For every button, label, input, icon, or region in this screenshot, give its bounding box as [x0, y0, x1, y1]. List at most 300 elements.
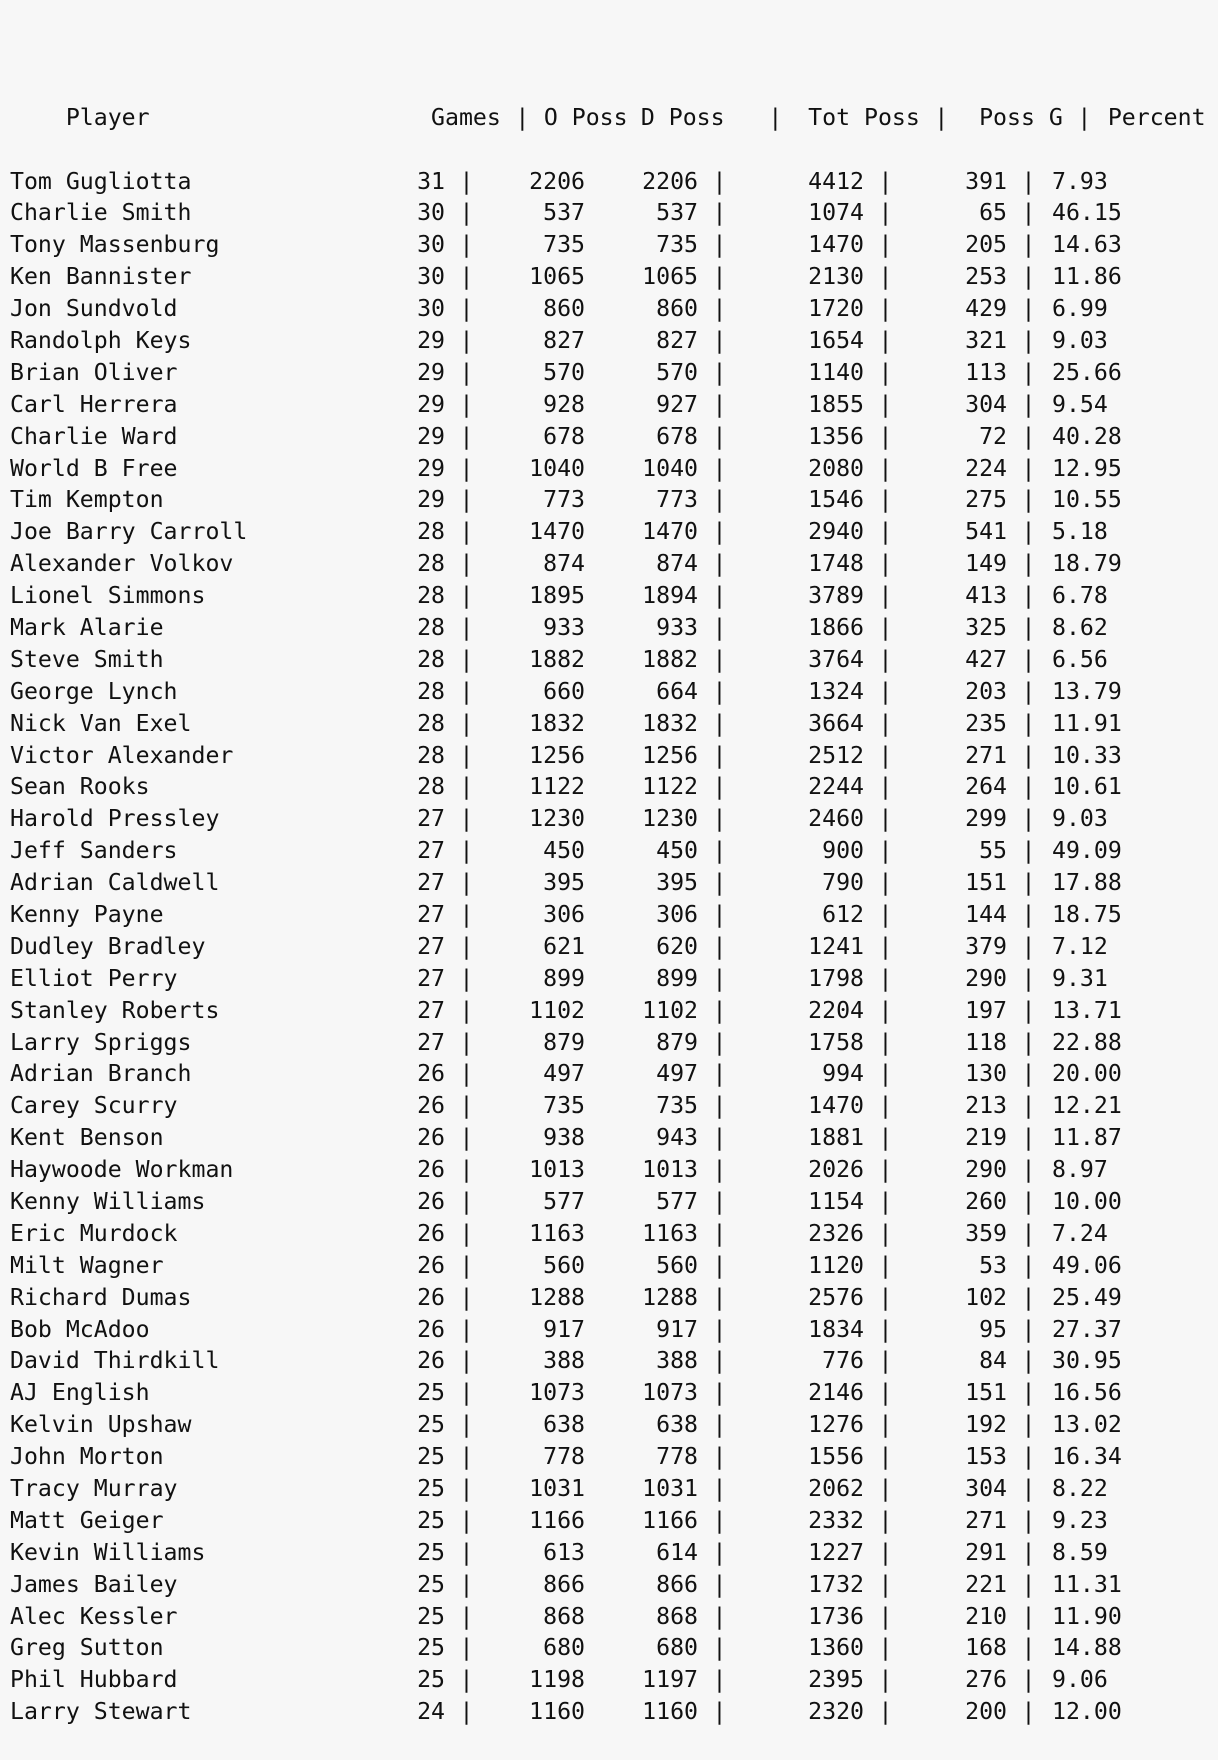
cell-o-poss: 735: [543, 231, 585, 259]
cell-o-poss: 1882: [529, 645, 585, 673]
table-row: [10, 1696, 1218, 1728]
cell-d-poss: 1894: [642, 582, 698, 610]
column-separator: |: [1021, 1666, 1036, 1694]
cell-percent: 12.00: [1052, 1698, 1122, 1726]
cell-games: 30: [417, 263, 445, 291]
cell-d-poss: 773: [656, 486, 698, 514]
column-separator: |: [878, 1251, 893, 1279]
cell-tot-poss: 1556: [808, 1443, 864, 1471]
cell-d-poss: 868: [656, 1602, 698, 1630]
column-separator: |: [1021, 326, 1036, 354]
cell-poss-g: 95: [979, 1315, 1007, 1343]
column-separator: |: [878, 199, 893, 227]
cell-poss-g: 413: [965, 582, 1007, 610]
cell-poss-g: 290: [965, 964, 1007, 992]
column-separator: |: [1077, 103, 1092, 131]
cell-poss-g: 429: [965, 295, 1007, 323]
column-separator: |: [878, 1634, 893, 1662]
column-separator: |: [1021, 1602, 1036, 1630]
cell-o-poss: 450: [543, 837, 585, 865]
cell-games: 29: [417, 326, 445, 354]
column-separator: |: [1021, 645, 1036, 673]
cell-games: 26: [417, 1156, 445, 1184]
column-separator: |: [1021, 1251, 1036, 1279]
column-separator: |: [712, 1666, 727, 1694]
cell-player: Steve Smith: [10, 645, 164, 673]
cell-tot-poss: 1140: [808, 358, 864, 386]
cell-games: 26: [417, 1219, 445, 1247]
cell-tot-poss: 1834: [808, 1315, 864, 1343]
column-separator: |: [1021, 837, 1036, 865]
table-row: [10, 835, 1218, 867]
cell-o-poss: 778: [543, 1443, 585, 1471]
cell-o-poss: 868: [543, 1602, 585, 1630]
cell-tot-poss: 1866: [808, 613, 864, 641]
cell-games: 26: [417, 1251, 445, 1279]
cell-player: Greg Sutton: [10, 1634, 164, 1662]
cell-poss-g: 304: [965, 1475, 1007, 1503]
cell-poss-g: 275: [965, 486, 1007, 514]
cell-games: 26: [417, 1060, 445, 1088]
column-separator: |: [1021, 1092, 1036, 1120]
cell-player: Kent Benson: [10, 1124, 164, 1152]
cell-o-poss: 899: [543, 964, 585, 992]
column-separator: |: [878, 1283, 893, 1311]
cell-d-poss: 866: [656, 1570, 698, 1598]
column-separator: |: [1021, 1028, 1036, 1056]
table-row: [10, 1122, 1218, 1154]
cell-o-poss: 638: [543, 1411, 585, 1439]
column-separator: |: [1021, 1475, 1036, 1503]
cell-percent: 25.49: [1052, 1283, 1122, 1311]
cell-poss-g: 53: [979, 1251, 1007, 1279]
column-separator: |: [878, 263, 893, 291]
table-header-row: [10, 70, 1218, 131]
cell-player: Alec Kessler: [10, 1602, 178, 1630]
column-separator: |: [1021, 454, 1036, 482]
cell-poss-g: 200: [965, 1698, 1007, 1726]
column-separator: |: [1021, 1060, 1036, 1088]
cell-games: 25: [417, 1475, 445, 1503]
cell-tot-poss: 2332: [808, 1506, 864, 1534]
cell-poss-g: 290: [965, 1156, 1007, 1184]
column-separator: |: [459, 231, 474, 259]
cell-percent: 5.18: [1052, 518, 1108, 546]
column-separator: |: [878, 390, 893, 418]
cell-percent: 40.28: [1052, 422, 1122, 450]
table-row: [10, 644, 1218, 676]
cell-tot-poss: 1324: [808, 677, 864, 705]
cell-poss-g: 359: [965, 1219, 1007, 1247]
column-separator: |: [1021, 167, 1036, 195]
column-separator: |: [878, 358, 893, 386]
cell-player: Randolph Keys: [10, 326, 192, 354]
column-separator: |: [515, 103, 530, 131]
column-separator: |: [1021, 1570, 1036, 1598]
header-poss-g: Poss G: [979, 103, 1063, 131]
column-separator: |: [1021, 1188, 1036, 1216]
cell-tot-poss: 2395: [808, 1666, 864, 1694]
cell-percent: 7.12: [1052, 932, 1108, 960]
cell-poss-g: 55: [979, 837, 1007, 865]
cell-tot-poss: 3664: [808, 709, 864, 737]
cell-tot-poss: 2576: [808, 1283, 864, 1311]
cell-games: 26: [417, 1188, 445, 1216]
cell-d-poss: 680: [656, 1634, 698, 1662]
cell-d-poss: 1832: [642, 709, 698, 737]
cell-tot-poss: 3764: [808, 645, 864, 673]
cell-d-poss: 664: [656, 677, 698, 705]
cell-poss-g: 113: [965, 358, 1007, 386]
cell-tot-poss: 994: [822, 1060, 864, 1088]
cell-player: Kenny Williams: [10, 1188, 206, 1216]
table-row: [10, 899, 1218, 931]
table-row: [10, 995, 1218, 1027]
column-separator: |: [459, 358, 474, 386]
column-separator: |: [459, 454, 474, 482]
cell-player: Sean Rooks: [10, 773, 150, 801]
cell-o-poss: 917: [543, 1315, 585, 1343]
cell-tot-poss: 1276: [808, 1411, 864, 1439]
cell-o-poss: 1230: [529, 805, 585, 833]
column-separator: |: [712, 1475, 727, 1503]
column-separator: |: [878, 837, 893, 865]
column-separator: |: [1021, 518, 1036, 546]
cell-games: 26: [417, 1283, 445, 1311]
cell-poss-g: 84: [979, 1347, 1007, 1375]
column-separator: |: [1021, 677, 1036, 705]
table-row: [10, 803, 1218, 835]
cell-o-poss: 570: [543, 358, 585, 386]
cell-player: Carl Herrera: [10, 390, 178, 418]
cell-tot-poss: 1470: [808, 1092, 864, 1120]
column-separator: |: [712, 582, 727, 610]
cell-tot-poss: 2026: [808, 1156, 864, 1184]
column-separator: |: [712, 1124, 727, 1152]
column-separator: |: [878, 1506, 893, 1534]
cell-tot-poss: 4412: [808, 167, 864, 195]
table-row: [10, 708, 1218, 740]
table-row: [10, 1569, 1218, 1601]
column-separator: |: [1021, 263, 1036, 291]
table-row: [10, 421, 1218, 453]
table-row: [10, 771, 1218, 803]
column-separator: |: [712, 613, 727, 641]
header-o-poss: O Poss: [543, 103, 628, 131]
column-separator: |: [459, 295, 474, 323]
cell-poss-g: 151: [965, 869, 1007, 897]
cell-tot-poss: 1546: [808, 486, 864, 514]
column-separator: |: [459, 1475, 474, 1503]
table-row: [10, 580, 1218, 612]
column-separator: |: [878, 1092, 893, 1120]
table-row: [10, 1027, 1218, 1059]
cell-percent: 9.06: [1052, 1666, 1108, 1694]
cell-player: David Thirdkill: [10, 1347, 220, 1375]
column-separator: |: [712, 1156, 727, 1184]
column-separator: |: [712, 358, 727, 386]
cell-d-poss: 537: [656, 199, 698, 227]
cell-poss-g: 72: [979, 422, 1007, 450]
column-separator: |: [878, 1602, 893, 1630]
cell-poss-g: 130: [965, 1060, 1007, 1088]
cell-percent: 8.97: [1052, 1156, 1108, 1184]
column-separator: |: [878, 1475, 893, 1503]
cell-o-poss: 1832: [529, 709, 585, 737]
cell-d-poss: 678: [656, 422, 698, 450]
cell-d-poss: 577: [656, 1188, 698, 1216]
cell-tot-poss: 900: [822, 837, 864, 865]
column-separator: |: [1021, 996, 1036, 1024]
cell-d-poss: 1163: [642, 1219, 698, 1247]
column-separator: |: [459, 677, 474, 705]
cell-percent: 6.99: [1052, 295, 1108, 323]
cell-games: 28: [417, 518, 445, 546]
table-row: [10, 676, 1218, 708]
cell-poss-g: 235: [965, 709, 1007, 737]
cell-d-poss: 874: [656, 550, 698, 578]
column-separator: |: [459, 1188, 474, 1216]
cell-tot-poss: 2244: [808, 773, 864, 801]
cell-o-poss: 827: [543, 326, 585, 354]
cell-player: AJ English: [10, 1379, 150, 1407]
cell-tot-poss: 2062: [808, 1475, 864, 1503]
cell-games: 28: [417, 582, 445, 610]
cell-poss-g: 151: [965, 1379, 1007, 1407]
column-separator: |: [712, 677, 727, 705]
column-separator: |: [459, 1092, 474, 1120]
column-separator: |: [878, 645, 893, 673]
table-row: [10, 1441, 1218, 1473]
table-row: [10, 1377, 1218, 1409]
column-separator: |: [878, 1411, 893, 1439]
cell-tot-poss: 3789: [808, 582, 864, 610]
column-separator: |: [459, 773, 474, 801]
cell-tot-poss: 2940: [808, 518, 864, 546]
cell-percent: 8.62: [1052, 613, 1108, 641]
table-row: [10, 389, 1218, 421]
cell-percent: 9.31: [1052, 964, 1108, 992]
cell-tot-poss: 1654: [808, 326, 864, 354]
cell-games: 29: [417, 486, 445, 514]
column-separator: |: [1021, 231, 1036, 259]
cell-games: 25: [417, 1411, 445, 1439]
column-separator: |: [878, 1570, 893, 1598]
cell-games: 28: [417, 613, 445, 641]
column-separator: |: [878, 1028, 893, 1056]
column-separator: |: [712, 964, 727, 992]
cell-games: 27: [417, 932, 445, 960]
table-row: [10, 1058, 1218, 1090]
column-separator: |: [712, 1411, 727, 1439]
cell-tot-poss: 2512: [808, 741, 864, 769]
cell-d-poss: 943: [656, 1124, 698, 1152]
cell-games: 25: [417, 1443, 445, 1471]
cell-poss-g: 203: [965, 677, 1007, 705]
cell-percent: 6.56: [1052, 645, 1108, 673]
cell-player: Ken Bannister: [10, 263, 192, 291]
table-row: [10, 1632, 1218, 1664]
cell-games: 29: [417, 358, 445, 386]
cell-o-poss: 2206: [529, 167, 585, 195]
cell-percent: 9.03: [1052, 805, 1108, 833]
cell-percent: 9.23: [1052, 1506, 1108, 1534]
table-row: [10, 1601, 1218, 1633]
cell-games: 25: [417, 1634, 445, 1662]
cell-d-poss: 388: [656, 1347, 698, 1375]
table-row: [10, 1505, 1218, 1537]
cell-d-poss: 1166: [642, 1506, 698, 1534]
table-row: [10, 931, 1218, 963]
cell-games: 29: [417, 454, 445, 482]
cell-player: Eric Murdock: [10, 1219, 178, 1247]
column-separator: |: [459, 709, 474, 737]
cell-o-poss: 395: [543, 869, 585, 897]
column-separator: |: [459, 1570, 474, 1598]
table-row: [10, 1250, 1218, 1282]
cell-games: 29: [417, 390, 445, 418]
column-separator: |: [1021, 1538, 1036, 1566]
column-separator: |: [459, 1060, 474, 1088]
cell-o-poss: 306: [543, 901, 585, 928]
cell-player: Charlie Smith: [10, 199, 192, 227]
cell-o-poss: 1102: [529, 996, 585, 1024]
column-separator: |: [459, 1251, 474, 1279]
column-separator: |: [1021, 1315, 1036, 1343]
column-separator: |: [712, 1443, 727, 1471]
cell-player: Brian Oliver: [10, 358, 178, 386]
column-separator: |: [1021, 1698, 1036, 1726]
column-separator: |: [459, 996, 474, 1024]
cell-tot-poss: 790: [822, 869, 864, 897]
column-separator: |: [712, 550, 727, 578]
column-separator: |: [878, 582, 893, 610]
cell-player: Kenny Payne: [10, 901, 164, 928]
cell-percent: 7.93: [1052, 167, 1108, 195]
cell-tot-poss: 2146: [808, 1379, 864, 1407]
cell-o-poss: 860: [543, 295, 585, 323]
column-separator: |: [878, 1698, 893, 1726]
cell-player: Phil Hubbard: [10, 1666, 178, 1694]
cell-percent: 30.95: [1052, 1347, 1122, 1375]
cell-poss-g: 213: [965, 1092, 1007, 1120]
cell-o-poss: 1160: [529, 1698, 585, 1726]
column-separator: |: [1021, 358, 1036, 386]
cell-percent: 12.21: [1052, 1092, 1122, 1120]
cell-games: 26: [417, 1092, 445, 1120]
column-separator: |: [459, 390, 474, 418]
cell-tot-poss: 1732: [808, 1570, 864, 1598]
table-row: [10, 1345, 1218, 1377]
column-separator: |: [459, 1124, 474, 1152]
table-row: [10, 229, 1218, 261]
column-separator: |: [459, 1379, 474, 1407]
cell-d-poss: 827: [656, 326, 698, 354]
cell-percent: 20.00: [1052, 1060, 1122, 1088]
column-separator: |: [878, 741, 893, 769]
column-separator: |: [1021, 486, 1036, 514]
cell-games: 27: [417, 1028, 445, 1056]
cell-poss-g: 299: [965, 805, 1007, 833]
cell-o-poss: 1073: [529, 1379, 585, 1407]
cell-player: James Bailey: [10, 1570, 178, 1598]
cell-d-poss: 638: [656, 1411, 698, 1439]
cell-player: Bob McAdoo: [10, 1315, 150, 1343]
table-row: [10, 1154, 1218, 1186]
column-separator: |: [1021, 805, 1036, 833]
cell-o-poss: 938: [543, 1124, 585, 1152]
cell-player: Jon Sundvold: [10, 295, 178, 323]
column-separator: |: [459, 263, 474, 291]
cell-games: 28: [417, 645, 445, 673]
cell-percent: 7.24: [1052, 1219, 1108, 1247]
column-separator: |: [459, 964, 474, 992]
cell-tot-poss: 1120: [808, 1251, 864, 1279]
cell-games: 28: [417, 741, 445, 769]
cell-d-poss: 497: [656, 1060, 698, 1088]
column-separator: |: [878, 805, 893, 833]
header-d-poss: D Poss: [640, 103, 725, 131]
cell-tot-poss: 1881: [808, 1124, 864, 1152]
cell-games: 25: [417, 1666, 445, 1694]
cell-poss-g: 291: [965, 1538, 1007, 1566]
table-row: [10, 1282, 1218, 1314]
column-separator: |: [712, 1315, 727, 1343]
cell-poss-g: 168: [965, 1634, 1007, 1662]
column-separator: |: [1021, 964, 1036, 992]
cell-percent: 6.78: [1052, 582, 1108, 610]
cell-o-poss: 1122: [529, 773, 585, 801]
cell-player: Lionel Simmons: [10, 582, 206, 610]
cell-d-poss: 1031: [642, 1475, 698, 1503]
table-row: [10, 1186, 1218, 1218]
cell-games: 27: [417, 996, 445, 1024]
table-row: [10, 293, 1218, 325]
cell-d-poss: 879: [656, 1028, 698, 1056]
column-separator: |: [712, 1347, 727, 1375]
cell-o-poss: 577: [543, 1188, 585, 1216]
column-separator: |: [459, 613, 474, 641]
cell-percent: 16.34: [1052, 1443, 1122, 1471]
cell-percent: 9.03: [1052, 326, 1108, 354]
column-separator: |: [459, 805, 474, 833]
column-separator: |: [878, 901, 893, 928]
cell-poss-g: 271: [965, 1506, 1007, 1534]
column-separator: |: [712, 1060, 727, 1088]
cell-tot-poss: 612: [822, 901, 864, 928]
column-separator: |: [459, 167, 474, 195]
column-separator: |: [878, 1315, 893, 1343]
cell-player: Larry Stewart: [10, 1698, 192, 1726]
column-separator: |: [878, 677, 893, 705]
cell-percent: 16.56: [1052, 1379, 1122, 1407]
column-separator: |: [712, 1506, 727, 1534]
column-separator: |: [459, 837, 474, 865]
column-separator: |: [878, 326, 893, 354]
column-separator: |: [459, 518, 474, 546]
cell-games: 30: [417, 199, 445, 227]
table-row: [10, 740, 1218, 772]
column-separator: |: [712, 1379, 727, 1407]
table-row: [10, 166, 1218, 198]
header-percent: Percent: [1107, 103, 1206, 131]
column-separator: |: [712, 741, 727, 769]
cell-percent: 17.88: [1052, 869, 1122, 897]
cell-games: 28: [417, 677, 445, 705]
cell-games: 26: [417, 1315, 445, 1343]
cell-games: 29: [417, 422, 445, 450]
cell-o-poss: 735: [543, 1092, 585, 1120]
